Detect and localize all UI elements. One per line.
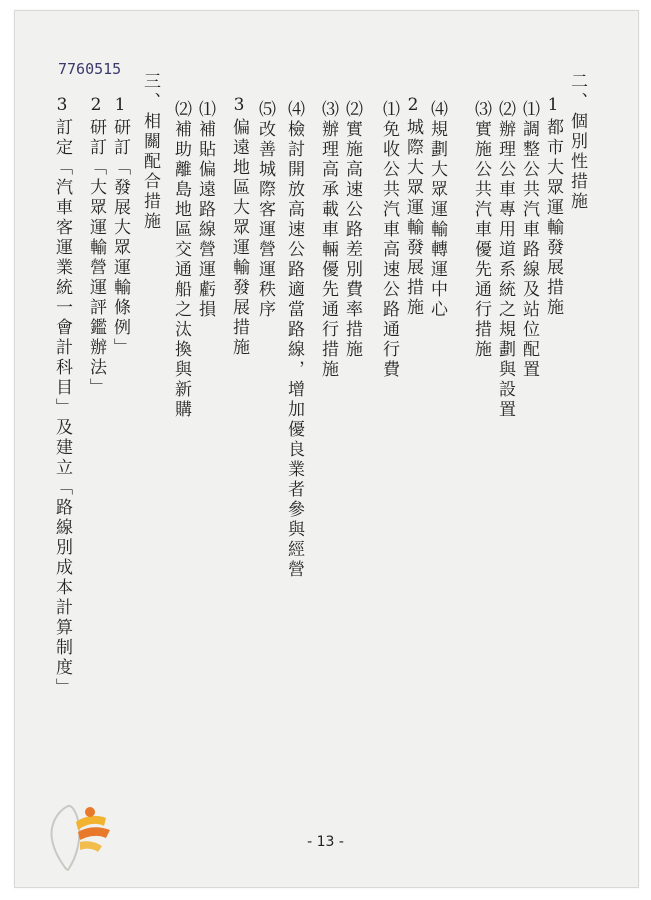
subitem-toll-exemption: ⑴免收公共汽車高速公路通行費	[379, 100, 399, 380]
subitem-hov-priority: ⑶辦理高承載車輛優先通行措施	[318, 100, 338, 380]
subitem-intercity-order: ⑸改善城際客運營運秩序	[255, 100, 275, 320]
subitem-adjust-bus-routes: ⑴調整公共汽車路線及站位配置	[519, 100, 539, 380]
subitem-transfer-center: ⑷規劃大眾運輸轉運中心	[427, 100, 447, 320]
item-evaluation-rules: 2研訂「大眾運輸營運評鑑辦法」	[86, 95, 106, 398]
item-intercity-transit: 2城際大眾運輸發展措施	[403, 95, 423, 318]
subitem-subsidize-losses: ⑴補貼偏遠路線營運虧損	[195, 100, 215, 320]
item-accounting-system: 3訂定「汽車客運業統一會計科目」及建立「路線別成本計算制度」	[52, 95, 72, 698]
subitem-differential-toll: ⑵實施高速公路差別費率措施	[342, 100, 362, 360]
subitem-bus-priority: ⑶實施公共汽車優先通行措施	[471, 100, 491, 360]
page-number: - 13 -	[307, 834, 344, 850]
subitem-open-highway-routes: ⑷檢討開放高速公路適當路線，增加優良業者參與經營	[284, 100, 304, 580]
item-remote-area-transit: 3偏遠地區大眾運輸發展措施	[229, 95, 249, 358]
subitem-ferry-replacement: ⑵補助離島地區交通船之汰換與新購	[171, 100, 191, 420]
archive-logo-icon	[30, 800, 120, 872]
subitem-bus-lane-planning: ⑵辦理公車專用道系統之規劃與設置	[495, 100, 515, 420]
item-urban-transit: 1都市大眾運輸發展措施	[543, 95, 563, 318]
heading-supporting-measures: 三、相關配合措施	[140, 72, 160, 232]
item-transit-act: 1研訂「發展大眾運輸條例」	[110, 95, 130, 358]
archive-stamp-number: 7760515	[58, 60, 122, 78]
heading-individual-measures: 二、個別性措施	[567, 72, 587, 212]
